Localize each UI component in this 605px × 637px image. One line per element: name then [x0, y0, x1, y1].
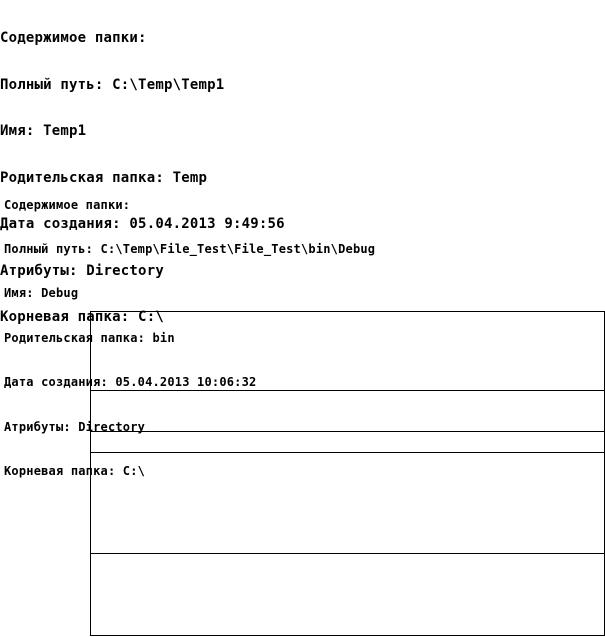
- table-rule-2: [90, 390, 605, 391]
- console-1-line-full-path: Полный путь: C:\Temp\Temp1: [0, 76, 225, 93]
- console-1-line-attributes: Атрибуты: Directory: [0, 262, 164, 279]
- empty-table-area: [90, 311, 605, 637]
- table-rule-1: [90, 311, 605, 312]
- console-1-line-created: Дата создания: 05.04.2013 9:49:56: [0, 216, 285, 232]
- table-left-border-3: [90, 431, 91, 452]
- table-rule-3: [90, 431, 605, 432]
- table-left-border-5: [90, 553, 91, 635]
- console-2-line-header: Содержимое папки:: [4, 197, 131, 212]
- console-2-line-parent: Родительская папка: bin: [4, 330, 175, 345]
- table-rule-5: [90, 553, 605, 554]
- table-left-border-4: [90, 452, 91, 553]
- table-rule-6: [90, 635, 605, 636]
- table-left-border-1: [90, 311, 91, 390]
- console-1-line-name: Имя: Temp1: [0, 123, 87, 139]
- console-1-line-parent: Родительская папка: Temp: [0, 169, 208, 186]
- console-2-line-attributes: Атрибуты: Directory: [4, 419, 146, 434]
- console-2-line-full-path: Полный путь: C:\Temp\File_Test\File_Test\bin\Debug: [4, 241, 376, 256]
- console-1-line-root: Корневая папка: C:\: [0, 309, 164, 325]
- console-2-line-root: Корневая папка: C:\: [4, 463, 146, 478]
- console-2-line-name: Имя: Debug: [4, 286, 79, 301]
- console-1-line-header: Содержимое папки:: [0, 30, 147, 46]
- table-rule-4: [90, 452, 605, 453]
- table-left-border-2: [90, 390, 91, 431]
- console-2-line-created: Дата создания: 05.04.2013 10:06:32: [4, 375, 257, 390]
